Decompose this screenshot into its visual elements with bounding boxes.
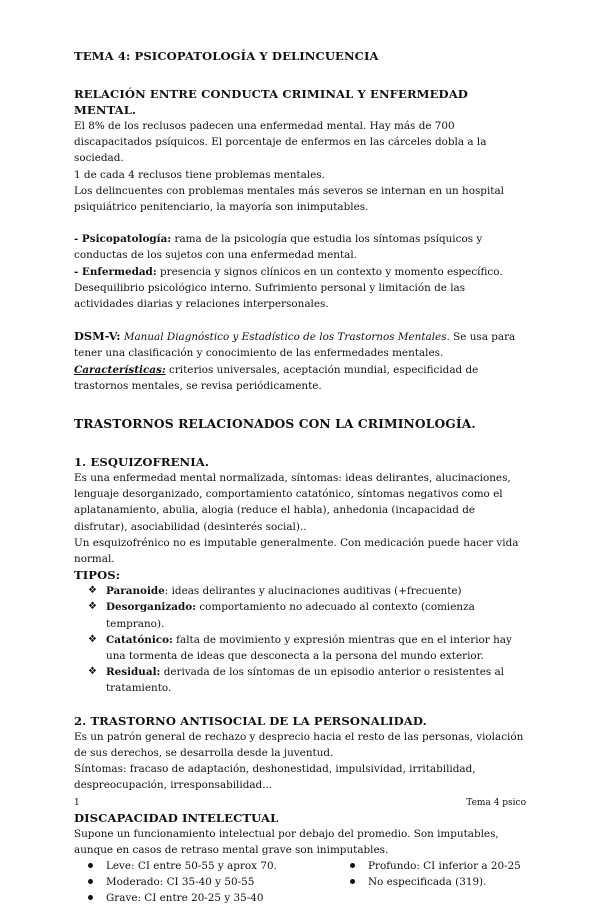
list-item — [336, 874, 521, 890]
tipo-text: falta de movimiento y expresión mientras que en el interior hay una tormenta de ideas que desconecta a la persona del mundo exterior. — [106, 633, 512, 663]
caracteristicas-text: criterios universales, aceptación mundial, especificidad de trastornos mentales, se revisa periódicamente. — [74, 363, 479, 392]
dsm-title-italic: Manual Diagnóstico y Estadístico de los Trastornos Mentales — [120, 331, 447, 344]
relacion-paragraph-3: Los delincuentes con problemas mentales más severos se internan en un hospital psiquiátrico penitenciario, la mayoría son inimputables. — [74, 184, 504, 214]
relacion-paragraph-2: 1 de cada 4 reclusos tiene problemas mentales. — [74, 168, 325, 181]
bullet-dot-icon — [88, 895, 93, 900]
tipo-term: Paranoide — [106, 585, 165, 598]
list-item — [74, 858, 336, 874]
page-number: 1 — [74, 798, 80, 808]
ci-level-text: Moderado: CI 35-40 y 50-55 — [106, 876, 255, 889]
esquizofrenia-paragraph-1: Es una enfermedad mental normalizada, síntomas: ideas delirantes, alucinaciones, lenguaje desorganizado, comportamiento catatónico, síntomas negativos como el aplatanamiento, abulia, alogia (reduce el habla), anhedonia (incapacidad de disfrutar), asociabilidad (desinterés social).. — [74, 472, 511, 533]
dsm-text: . Se usa para tener una clasificación y conocimiento de las enfermedades mentales. — [74, 331, 516, 360]
tipos-list — [74, 583, 526, 696]
antisocial-paragraph-2: Síntomas: fracaso de adaptación, deshonestidad, impulsividad, irritabilidad, despreocupación, irresponsabilidad... — [74, 763, 476, 792]
trastornos-heading: TRASTORNOS RELACIONADOS CON LA CRIMINOLOGÍA. — [74, 416, 476, 432]
list-item — [74, 874, 336, 890]
bullet-dot-icon — [88, 879, 93, 884]
list-item — [74, 890, 336, 906]
enfermedad-definition — [74, 264, 526, 313]
caracteristicas-paragraph — [74, 362, 526, 394]
bullet-dot-icon — [350, 863, 355, 868]
dsm-paragraph — [74, 328, 526, 361]
document-title: TEMA 4: PSICOPATOLOGÍA Y DELINCUENCIA — [74, 49, 379, 63]
footer-label: Tema 4 psico — [466, 798, 526, 808]
ci-level-text: Leve: CI entre 50-55 y aprox 70. — [106, 859, 277, 872]
list-item — [74, 632, 526, 664]
diamond-bullet-icon: ❖ — [88, 633, 97, 645]
diamond-bullet-icon: ❖ — [88, 601, 97, 613]
tipo-text: comportamiento no adecuado al contexto (comienza temprano). — [106, 601, 475, 630]
ci-level-text: No especificada (319). — [368, 876, 487, 889]
enfermedad-term: - Enfermedad: — [74, 265, 157, 278]
ci-level-text: Profundo: CI inferior a 20-25 — [368, 859, 521, 872]
tipo-text: derivada de los síntomas de un episodio anterior o resistentes al tratamiento. — [106, 666, 504, 695]
bullet-dot-icon — [88, 863, 93, 868]
tipo-text: : ideas delirantes y alucinaciones auditivas (+frecuente) — [164, 585, 462, 598]
relacion-paragraph-1: El 8% de los reclusos padecen una enfermedad mental. Hay más de 700 discapacitados psíquicos. El porcentaje de enfermos en las cárceles dobla a la sociedad. — [74, 120, 487, 165]
list-item — [74, 583, 526, 599]
discapacidad-heading: DISCAPACIDAD INTELECTUAL — [74, 810, 279, 825]
dsm-term: DSM-V: — [74, 329, 121, 344]
enfermedad-text: presencia y signos clínicos en un contexto y momento específico. Desequilibrio psicológico interno. Sufrimiento personal y limitación de las actividades diarias y relaciones interpersonales. — [74, 265, 503, 311]
antisocial-heading: 2. TRASTORNO ANTISOCIAL DE LA PERSONALIDAD. — [74, 713, 427, 728]
ci-list-left — [74, 858, 336, 907]
esquizofrenia-heading: 1. ESQUIZOFRENIA. — [74, 455, 209, 470]
list-item — [74, 599, 526, 631]
psicopatologia-term: - Psicopatología: — [74, 233, 172, 246]
discapacidad-paragraph: Supone un funcionamiento intelectual por debajo del promedio. Son imputables, aunque en casos de retraso mental grave son inimputables. — [74, 827, 499, 856]
bullet-dot-icon — [350, 879, 355, 884]
psicopatologia-definition — [74, 231, 526, 263]
list-item — [336, 858, 521, 874]
esquizofrenia-paragraph-2: Un esquizofrénico no es imputable generalmente. Con medicación puede hacer vida normal. — [74, 536, 519, 566]
ci-list-right — [336, 858, 521, 907]
list-item — [74, 664, 526, 696]
ci-level-text: Grave: CI entre 20-25 y 35-40 — [106, 892, 264, 905]
relacion-heading: RELACIÓN ENTRE CONDUCTA CRIMINAL Y ENFERMEDAD MENTAL. — [74, 87, 468, 117]
page-footer — [74, 798, 526, 808]
caracteristicas-term: Características: — [74, 363, 166, 376]
document-page — [74, 48, 526, 907]
tipo-term: Desorganizado: — [106, 601, 197, 614]
tipo-term: Catatónico: — [106, 633, 173, 646]
tipo-term: Residual: — [106, 666, 161, 679]
diamond-bullet-icon: ❖ — [88, 666, 97, 678]
ci-levels-lists — [74, 858, 526, 907]
psicopatologia-text: rama de la psicología que estudia los síntomas psíquicos y conductas de los sujetos con una enfermedad mental. — [74, 233, 483, 262]
diamond-bullet-icon: ❖ — [88, 585, 97, 597]
antisocial-paragraph-1: Es un patrón general de rechazo y desprecio hacia el resto de las personas, violación de sus derechos, se desarrolla desde la juventud. — [74, 730, 524, 759]
tipos-heading: TIPOS: — [74, 568, 121, 583]
